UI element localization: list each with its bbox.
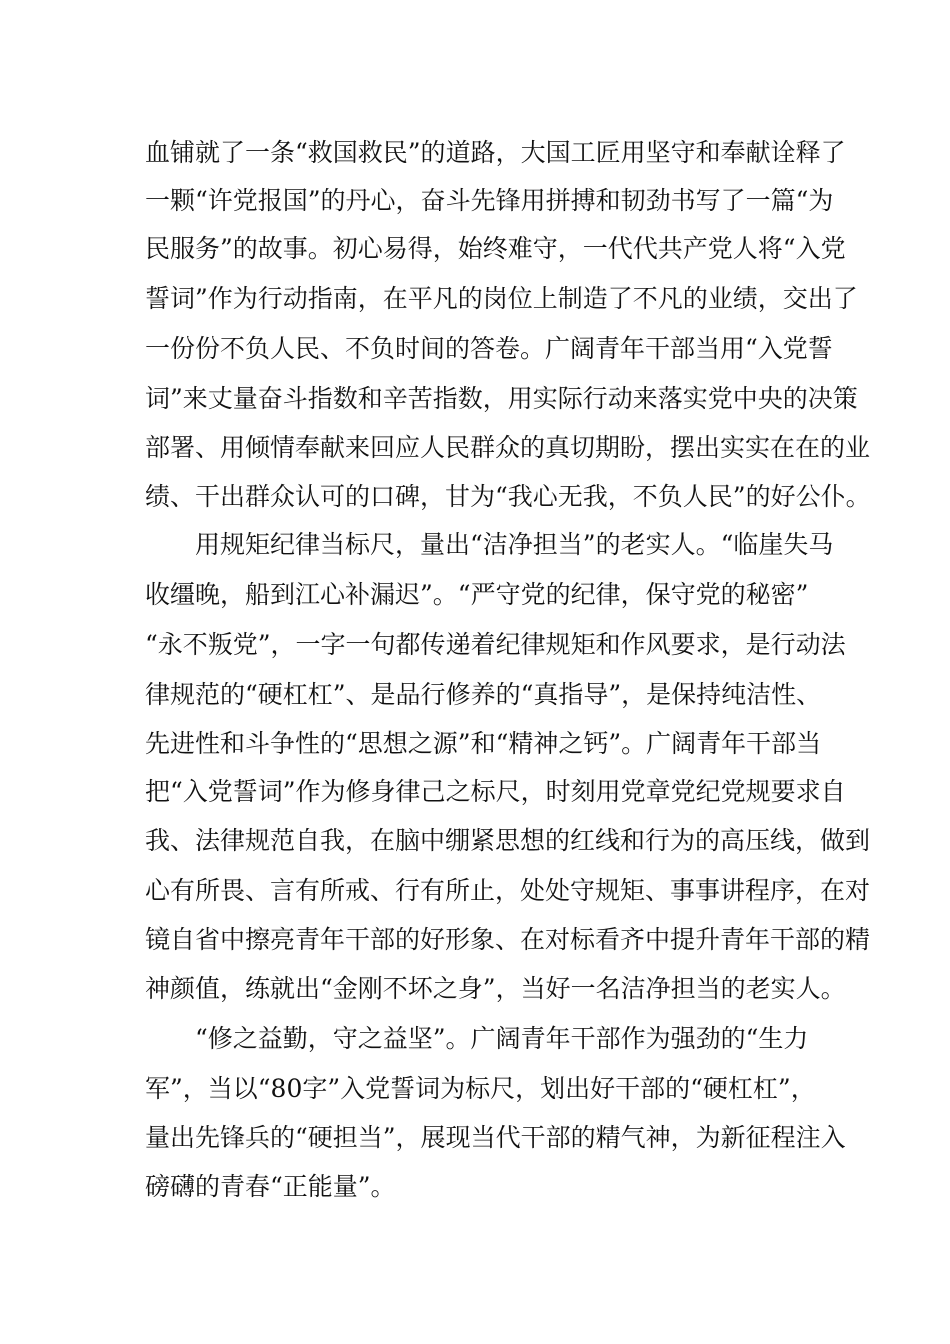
text-line: 神颜值，练就出“金刚不坏之身”，当好一名洁净担当的老实人。: [145, 974, 846, 1003]
text-line: 我、法律规范自我，在脑中绷紧思想的红线和行为的高压线，做到: [145, 826, 871, 855]
text-line: 镜自省中擦亮青年干部的好形象、在对标看齐中提升青年干部的精: [145, 925, 871, 954]
text-line: 民服务”的故事。初心易得，始终难守，一代代共产党人将“入党: [145, 234, 846, 263]
text-line: 律规范的“硬杠杠”、是品行修养的“真指导”，是保持纯洁性、: [145, 680, 822, 709]
text-line: “永不叛党”，一字一句都传递着纪律规矩和作风要求，是行动法: [145, 630, 846, 659]
text-line: 把“入党誓词”作为修身律己之标尺，时刻用党章党纪党规要求自: [145, 777, 846, 806]
text-line: 血铺就了一条“救国救民”的道路，大国工匠用坚守和奉献诠释了: [145, 138, 846, 167]
text-line: 量出先锋兵的“硬担当”，展现当代干部的精气神，为新征程注入: [145, 1123, 846, 1152]
text-line: 一颗“许党报国”的丹心，奋斗先锋用拼搏和韧劲书写了一篇“为: [145, 186, 834, 215]
text-line: 军”，当以“80字”入党誓词为标尺，划出好干部的“硬杠杠”，: [145, 1074, 816, 1103]
text-line: 绩、干出群众认可的口碑，甘为“我心无我，不负人民”的好公仆。: [145, 482, 871, 511]
text-line: 先进性和斗争性的“思想之源”和“精神之钙”。广阔青年干部当: [145, 729, 822, 758]
text-line: 誓词”作为行动指南，在平凡的岗位上制造了不凡的业绩，交出了: [145, 284, 858, 313]
text-line: 磅礴的青春“正能量”。: [145, 1172, 396, 1201]
text-line: 部署、用倾情奉献来回应人民群众的真切期盼，摆出实实在在的业: [145, 433, 871, 462]
text-line: 词”来丈量奋斗指数和辛苦指数，用实际行动来落实党中央的决策: [145, 384, 858, 413]
paragraph-first-line: “修之益勤，守之益坚”。广阔青年干部作为强劲的“生力: [195, 1024, 809, 1053]
paragraph-first-line: 用规矩纪律当标尺，量出“洁净担当”的老实人。“临崖失马: [195, 530, 834, 559]
text-line: 收缰晚，船到江心补漏迟”。“严守党的纪律，保守党的秘密”: [145, 580, 809, 609]
text-line: 一份份不负人民、不负时间的答卷。广阔青年干部当用“入党誓: [145, 334, 833, 363]
text-line: 心有所畏、言有所戒、行有所止，处处守规矩、事事讲程序，在对: [145, 876, 871, 905]
